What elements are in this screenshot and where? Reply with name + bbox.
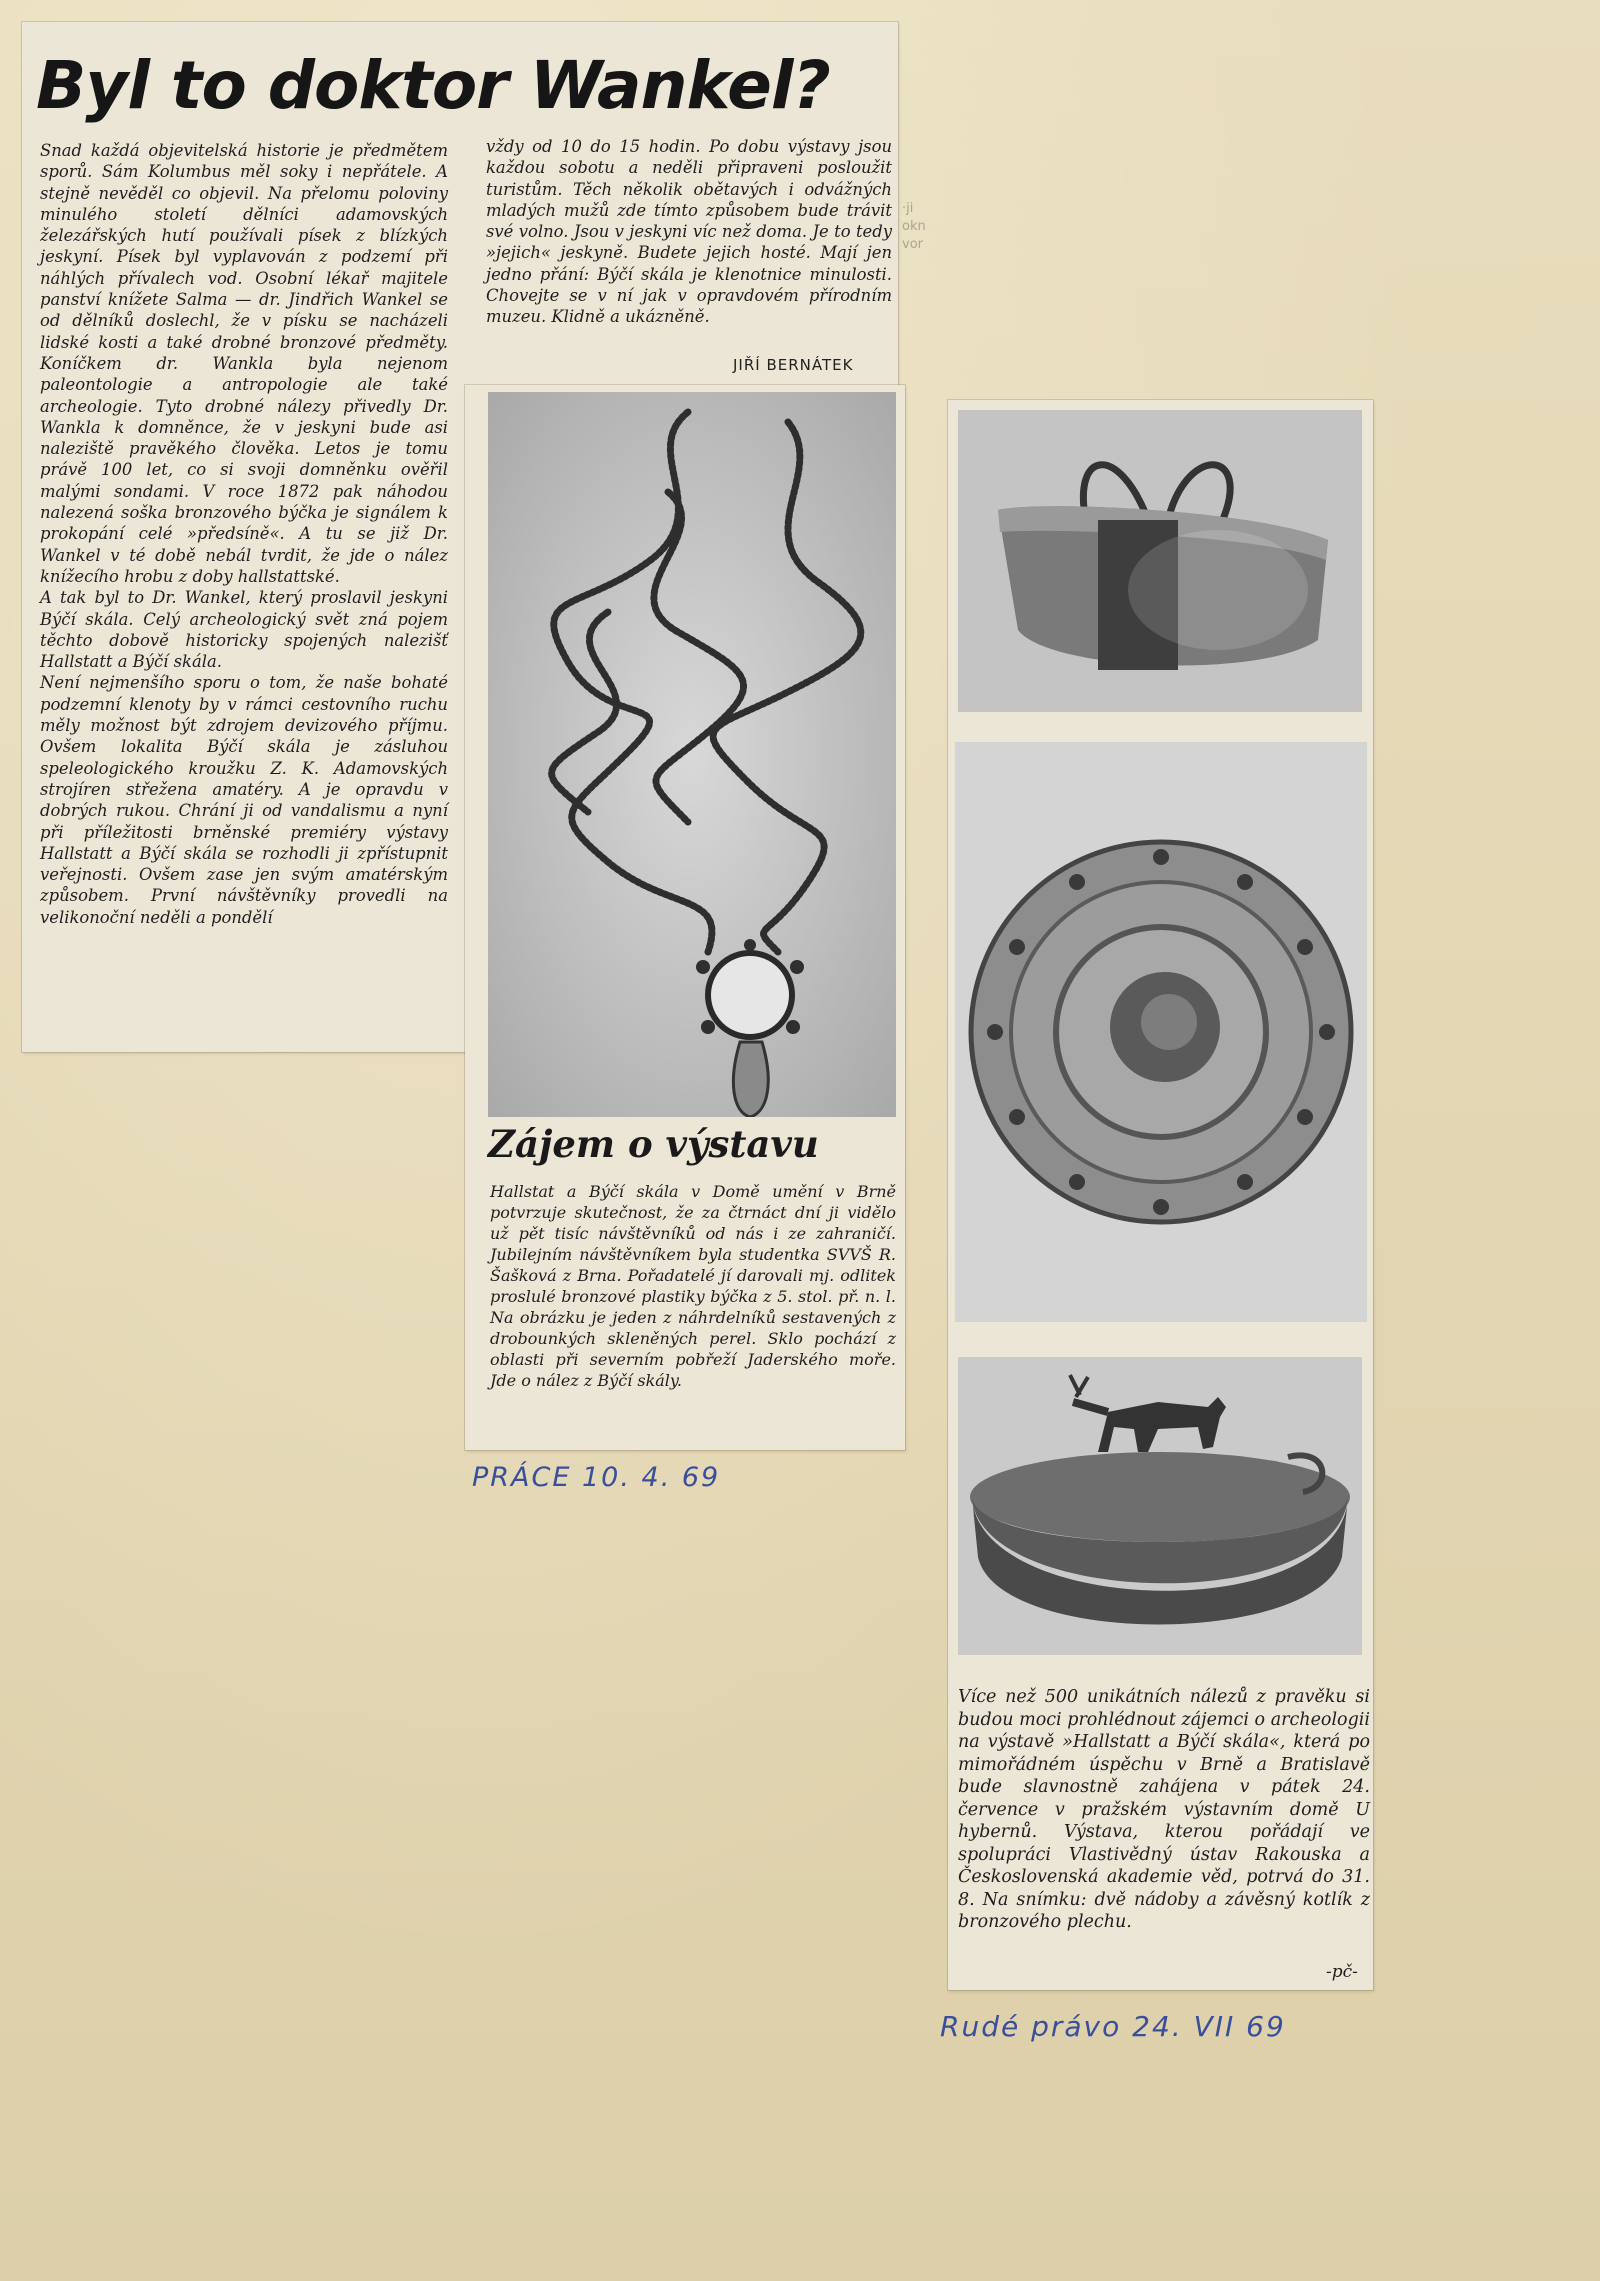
handwritten-source-prace: PRÁCE 10. 4. 69 <box>472 1462 721 1493</box>
caption-signature: -pč- <box>1326 1962 1358 1982</box>
bleed-through-text: ·ji okn vor <box>902 201 926 252</box>
headline: Byl to doktor Wankel? <box>36 47 830 124</box>
subhead-zajem-o-vystavu: Zájem o výstavu <box>488 1122 819 1166</box>
decorated-bronze-dish-photo <box>955 742 1367 1322</box>
exhibition-caption: Více než 500 unikátních nálezů z pravěku si budou moci prohlédnout zájemci o archeologii na výstavě »Hallstatt a Býčí skála«, která po mimořádném úspěchu v Brně a Bratislavě bude slavnostně zahájena v pátek 24. července v pražském výstavním domě U hybernů. Výstava, kterou pořádají ve spolupráci Vlastivědný ústav Rakouska a Československá akademie věd, potrvá do 31. 8. Na snímku: dvě nádoby a závěsný kotlík z bronzového plechu. <box>958 1687 1370 1932</box>
byline: JIŘÍ BERNÁTEK <box>733 356 854 374</box>
necklace-photo <box>488 392 896 1117</box>
handwritten-source-rude-pravo: Rudé právo 24. VII 69 <box>940 2010 1286 2043</box>
article-wankel-column-2: vždy od 10 do 15 hodin. Po dobu výstavy jsou každou sobotu a neděli připraveni posloužit turistům. Těch několik obětavých i odvážných mladých mužů zde tímto způsobem bude trávit své volno. Jsou v jeskyni víc než doma. Je to tedy »jejich« jeskyně. Budete jejich hosté. Mají jen jedno přání: Býčí skála je klenotnice minulosti. Chovejte se v ní jak v opravdovém přírodním muzeu. Klidně a ukázněně. <box>486 137 892 327</box>
article-zajem-body: Hallstat a Býčí skála v Domě umění v Brně potvrzuje skutečnost, že za čtrnáct dní ji vidělo už pět tisíc návštěvníků od nás i ze zahraničí. Jubilejním návštěvníkem byla studentka SVVŠ R. Šašková z Brna. Pořadatelé jí darovali mj. odlitek proslulé bronzové plastiky býčka z 5. stol. př. n. l. Na obrázku je jeden z náhrdelníků sestavených z drobounkých skleněných perel. Sklo pochází z oblasti při severním pobřeží Jaderského moře. Jde o nález z Býčí skály. <box>490 1182 896 1390</box>
article-wankel-column-1: Snad každá objevitelská historie je předmětem sporů. Sám Kolumbus měl soky i nepřátele. A stejně nevěděl co objevil. Na přelomu poloviny minulého století dělníci adamovských železářských hutí používali písek z blízkých jeskyní. Písek byl vyplavován z podzemí při náhlých přívalech vod. Osobní lékař majitele panství knížete Salma — dr. Jindřich Wankel se od dělníků doslechl, že v písku se nacházeli lidské kosti a také drobné bronzové předměty. Koníčkem dr. Wankla byla nejenom paleontologie a antropologie ale také archeologie. Tyto drobné nálezy přivedly Dr. Wankla k domněnce, že v jeskyni bude asi naleziště pravěkého člověka. Letos je tomu právě 100 let, co si svoji domněnku ověřil malými sondami. V roce 1872 pak náhodou nalezená soška bronzového býčka je signálem k prokopání celé »předsíně«. A tu se již Dr. Wankel v té době nebál tvrdit, že jde o nález knížecího hrobu z doby hallstattské. A tak byl to Dr. Wankel, který proslavil jeskyni Býčí skála. Celý archeologický svět zná pojem těchto dobově historicky spojených nalezišť Hallstatt a Býčí skála. Není nejmenšího sporu o tom, že naše bohaté podzemní klenoty by v rámci cestovního ruchu měly možnost být zdrojem devizového příjmu. Ovšem lokalita Býčí skála je zásluhou speleologického kroužku Z. K. Adamovských strojíren střežena amatéry. A je opravdu v dobrých rukou. Chrání ji od vandalismu a nyní při příležitosti brněnské premiéry výstavy Hallstatt a Býčí skála se rozhodli ji zpřístupnit veřejnosti. Ovšem zase jen svým amatérským způsobem. První návštěvníky provedli na velikonoční neděli a pondělí <box>40 141 448 927</box>
bronze-vessel-with-bull-photo <box>958 1357 1362 1655</box>
bronze-kettle-photo <box>958 410 1362 712</box>
